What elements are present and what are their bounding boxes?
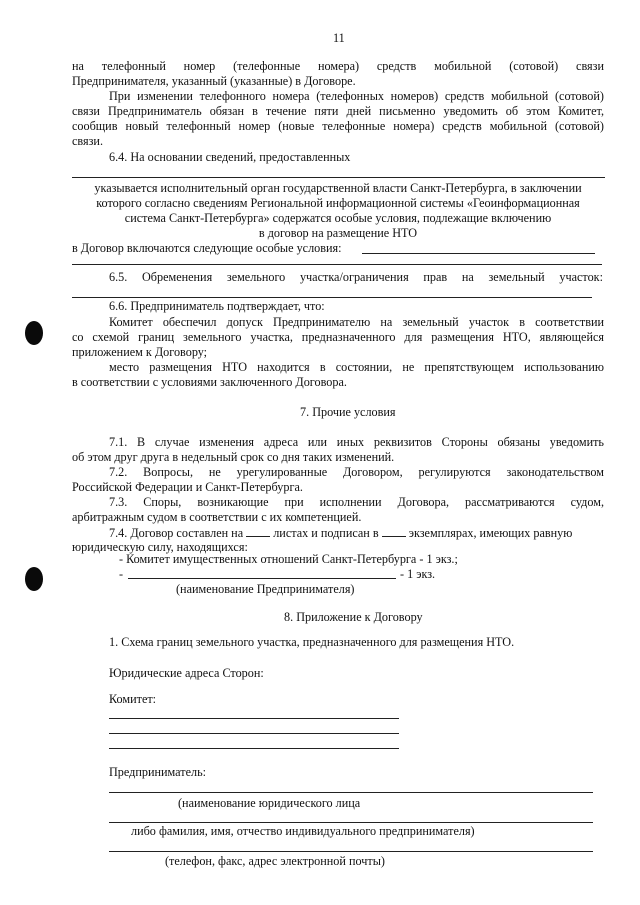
page-number: 11	[333, 31, 345, 45]
section-6-4-text: 6.4. На основании сведений, предоставленных	[109, 150, 351, 164]
field-caption: (наименование Предпринимателя)	[176, 582, 355, 596]
paragraph-text: место размещения НТО находится в состоянии, не препятствующем использованию	[109, 360, 604, 374]
note-text: указывается исполнительный орган государственной власти Санкт-Петербурга, в заключении	[94, 181, 582, 195]
paragraph-text: экземплярах, имеющих равную	[408, 526, 573, 540]
paragraph-text: Предпринимателя, указанный (указанные) в Договоре.	[72, 74, 356, 88]
fill-in-line	[109, 748, 399, 749]
fill-in-line	[72, 177, 605, 178]
note-text: система Санкт-Петербурга» содержатся особые условия, подлежащие включению	[124, 211, 552, 225]
paragraph-text: со схемой границ земельного участка, предназначенного для размещения НТО, являющейся	[72, 330, 604, 344]
field-caption: (наименование юридического лица	[178, 796, 361, 810]
field-caption: либо фамилия, имя, отчество индивидуального предпринимателя)	[131, 824, 475, 838]
section-6-5-text: 6.5. Обременения земельного участка/ограничения прав на земельный участок:	[109, 270, 603, 284]
fill-in-line	[109, 851, 593, 852]
paragraph-text: арбитражным судом в соответствии с их компетенцией.	[72, 510, 362, 524]
fill-in-line	[128, 578, 396, 579]
paragraph-text: листах и подписан в	[273, 526, 379, 540]
note-text: в договор на размещение НТО	[258, 226, 418, 240]
paragraph-text: Российской Федерации и Санкт-Петербурга.	[72, 480, 303, 494]
paragraph-text: об этом друг друга в недельный срок со дня таких изменений.	[72, 450, 395, 464]
paragraph-text: приложением к Договору;	[72, 345, 208, 359]
fill-in-line	[109, 718, 399, 719]
list-item: 1. Схема границ земельного участка, предназначенного для размещения НТО.	[109, 635, 515, 649]
fill-in-line	[72, 264, 602, 265]
paragraph-text: 7.2. Вопросы, не урегулированные Договором, регулируются законодательством	[109, 465, 604, 479]
paragraph-text: юридическую силу, находящихся:	[72, 540, 248, 554]
entrepreneur-label: Предприниматель:	[109, 765, 207, 779]
paragraph-text: связи Предприниматель обязан в течение пяти дней письменно уведомить об этом Комитет,	[72, 104, 604, 118]
punch-hole	[25, 321, 43, 345]
section-7-title: 7. Прочие условия	[300, 405, 396, 419]
list-item: -	[119, 567, 124, 581]
paragraph-text: Комитет обеспечил допуск Предпринимателю на земельный участок в соответствии	[109, 315, 604, 329]
committee-label: Комитет:	[109, 692, 157, 706]
section-8-title: 8. Приложение к Договору	[284, 610, 423, 624]
paragraph-text: 7.4. Договор составлен на	[109, 526, 244, 540]
note-text: которого согласно сведениям Региональной информационной системы «Геоинформационная	[96, 196, 580, 210]
paragraph-text	[109, 525, 572, 541]
paragraph-text: в соответствии с условиями заключенного Договора.	[72, 375, 347, 389]
fill-in-line	[72, 297, 592, 298]
paragraph-text: связи.	[72, 134, 103, 148]
paragraph-text: сообщив новый телефонный номер (новые телефонные номера) средств мобильной (сотовой)	[72, 119, 604, 133]
fill-in-line	[109, 733, 399, 734]
special-conditions-label: в Договор включаются следующие особые условия:	[72, 241, 342, 255]
paragraph-text: 7.1. В случае изменения адреса или иных реквизитов Стороны обязаны уведомить	[109, 435, 604, 449]
paragraph-text: При изменении телефонного номера (телефонных номеров) средств мобильной (сотовой)	[109, 89, 604, 103]
punch-hole	[25, 567, 43, 591]
paragraph-text: на телефонный номер (телефонные номера) средств мобильной (сотовой) связи	[72, 59, 604, 73]
section-6-6-text: 6.6. Предприниматель подтверждает, что:	[109, 299, 325, 313]
fill-in-line	[109, 822, 593, 823]
addresses-label: Юридические адреса Сторон:	[109, 666, 264, 680]
paragraph-text: 7.3. Споры, возникающие при исполнении Договора, рассматриваются судом,	[109, 495, 604, 509]
fill-in-line	[109, 792, 593, 793]
fill-in-line	[382, 525, 406, 537]
field-caption: (телефон, факс, адрес электронной почты)	[165, 854, 385, 868]
list-item: - Комитет имущественных отношений Санкт-Петербурга - 1 экз.;	[119, 552, 458, 566]
fill-in-line	[362, 253, 595, 254]
fill-in-line	[246, 525, 270, 537]
list-item: - 1 экз.	[400, 567, 436, 581]
